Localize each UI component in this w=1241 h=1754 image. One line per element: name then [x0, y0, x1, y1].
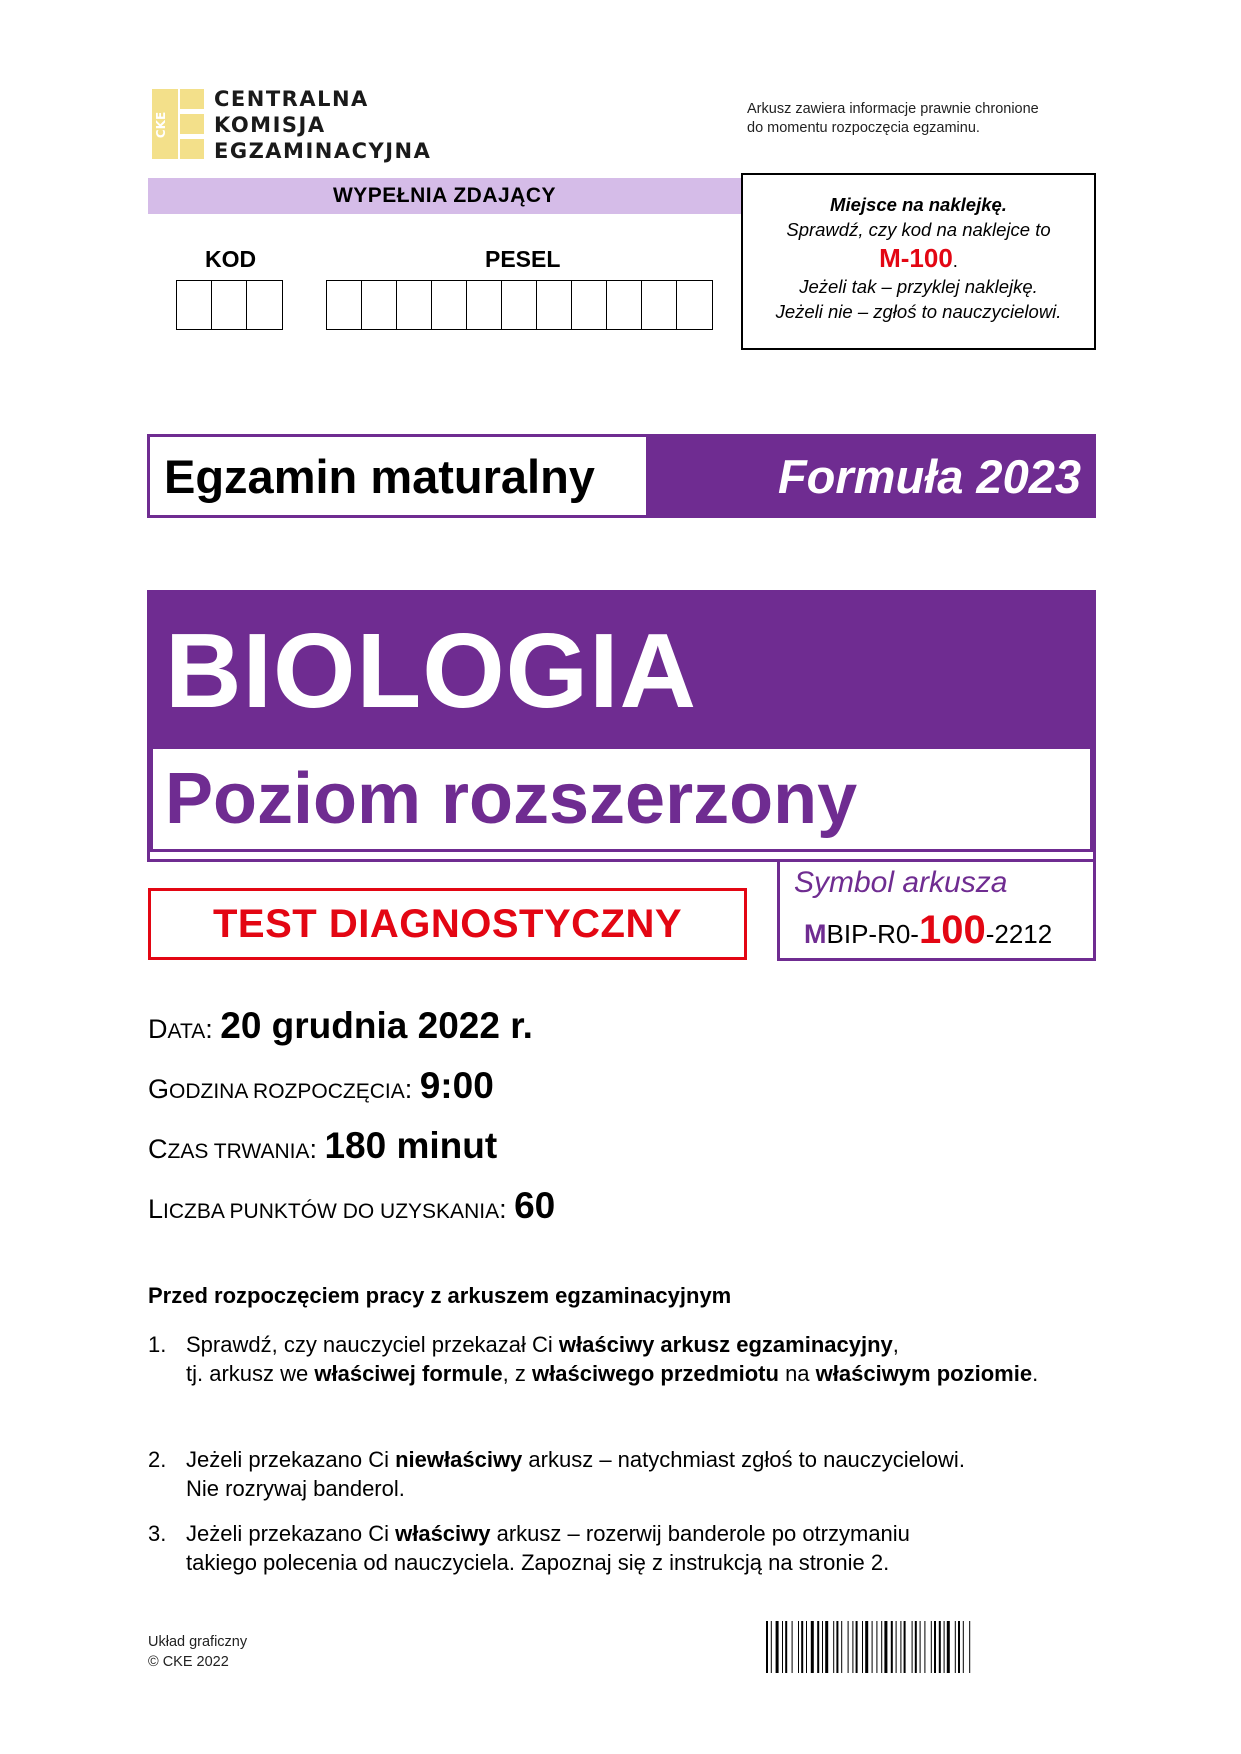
- sticker-check-text: Sprawdź, czy kod na naklejce to: [786, 219, 1051, 240]
- points-sep: :: [499, 1194, 515, 1224]
- barcode-bar: [931, 1621, 932, 1673]
- points-value: 60: [514, 1185, 556, 1226]
- sticker-code: M-100: [879, 243, 953, 273]
- exam-title-box: [150, 437, 649, 515]
- barcode-bar: [771, 1621, 772, 1673]
- barcode-bar: [833, 1621, 834, 1673]
- barcode-bar: [798, 1621, 799, 1673]
- instruction-text: tj. arkusz we: [186, 1361, 315, 1386]
- barcode-bar: [825, 1621, 828, 1673]
- sticker-code-suffix: .: [952, 250, 958, 271]
- barcode-bar: [872, 1621, 873, 1673]
- barcode-bar: [955, 1621, 956, 1673]
- logo-line-3: EGZAMINACYJNA: [214, 139, 432, 163]
- barcode-bar: [776, 1621, 779, 1673]
- pesel-cell[interactable]: [432, 281, 467, 329]
- pesel-cell[interactable]: [362, 281, 397, 329]
- fill-section-label: WYPEŁNIA ZDAJĄCY: [332, 184, 557, 207]
- logo-line-1: CENTRALNA: [214, 87, 369, 111]
- barcode-bar: [939, 1621, 941, 1673]
- barcode-bar: [881, 1621, 882, 1673]
- cke-logo-icon: [152, 89, 204, 159]
- duration-key: ZAS TRWANIA: [167, 1140, 310, 1163]
- barcode-bar: [848, 1621, 849, 1673]
- subject-name: BIOLOGIA: [165, 612, 698, 730]
- logo-line-2: KOMISJA: [214, 113, 326, 137]
- barcode-icon: [766, 1621, 1084, 1673]
- sheet-symbol-box: [777, 860, 1096, 961]
- instruction-number: 3.: [148, 1521, 167, 1546]
- start-time-sep: :: [404, 1074, 420, 1104]
- kod-label: KOD: [205, 246, 257, 272]
- exam-date: [148, 1005, 533, 1047]
- barcode-bar: [969, 1621, 970, 1673]
- barcode-bar: [920, 1621, 921, 1673]
- instruction-emphasis: właściwej formule: [314, 1361, 503, 1386]
- instruction-text: Jeżeli przekazano Ci: [186, 1521, 396, 1546]
- exam-header-bar: [147, 434, 1096, 518]
- instruction-text: .: [1032, 1361, 1039, 1386]
- logo-icon-letters: CKE: [154, 111, 168, 139]
- barcode-bar: [924, 1621, 925, 1673]
- pesel-cell[interactable]: [642, 281, 677, 329]
- instruction-text: na: [778, 1361, 816, 1386]
- exam-date-key: ATA: [167, 1020, 206, 1043]
- formula-box: [649, 437, 1093, 515]
- barcode-bar: [944, 1621, 945, 1673]
- legal-notice-line-2: do momentu rozpoczęcia egzaminu.: [747, 120, 980, 136]
- barcode-bar: [904, 1621, 906, 1673]
- legal-notice-line-1: Arkusz zawiera informacje prawnie chronione: [747, 101, 1039, 117]
- instruction-item: [148, 1519, 1088, 1577]
- exam-date-sep: :: [205, 1014, 221, 1044]
- barcode-bar: [912, 1621, 913, 1673]
- barcode-bar: [841, 1621, 842, 1673]
- instructions-heading: Przed rozpoczęciem pracy z arkuszem egzaminacyjnym: [148, 1283, 732, 1308]
- exam-start-time: [148, 1065, 494, 1107]
- symbol-prefix-m: M: [804, 919, 827, 949]
- instruction-item: [148, 1445, 1088, 1503]
- start-time-value: 9:00: [419, 1065, 494, 1106]
- pesel-cell[interactable]: [467, 281, 502, 329]
- barcode-bar: [934, 1621, 936, 1673]
- barcode-bar: [856, 1621, 858, 1673]
- footer-layout-note: Układ graficzny: [148, 1634, 248, 1650]
- instruction-number: 1.: [148, 1332, 167, 1357]
- barcode-bar: [766, 1621, 768, 1673]
- barcode-bar: [876, 1621, 877, 1673]
- duration-sep: :: [309, 1134, 325, 1164]
- sticker-title: Miejsce na naklejkę.: [830, 194, 1007, 215]
- footer-credits: [148, 1632, 247, 1672]
- exam-title: Egzamin maturalny: [164, 449, 595, 503]
- points-key: ICZBA PUNKTÓW DO UZYSKANIA: [163, 1200, 500, 1223]
- sheet-symbol-title: Symbol arkusza: [794, 866, 1008, 899]
- kod-cell[interactable]: [212, 281, 247, 329]
- barcode-bar: [792, 1621, 793, 1673]
- duration-value: 180 minut: [324, 1125, 498, 1166]
- symbol-suffix: -2212: [985, 919, 1053, 949]
- pesel-label: PESEL: [485, 246, 561, 272]
- barcode-bar: [852, 1621, 853, 1673]
- exam-points: [148, 1185, 555, 1227]
- start-time-key-initial: G: [148, 1074, 170, 1104]
- pesel-cell[interactable]: [502, 281, 537, 329]
- level-box: [150, 746, 1093, 852]
- legal-notice: [747, 100, 1039, 138]
- instruction-item: [148, 1330, 1088, 1388]
- barcode-bar: [782, 1621, 783, 1673]
- instruction-text: Jeżeli przekazano Ci: [186, 1447, 396, 1472]
- barcode-bar: [947, 1621, 950, 1673]
- symbol-prefix-rest: BIP-R0-: [826, 919, 919, 949]
- points-key-initial: L: [148, 1194, 164, 1224]
- instruction-text: arkusz – rozerwij banderole po otrzymaniu: [490, 1521, 910, 1546]
- barcode-bar: [785, 1621, 787, 1673]
- subject-level: Poziom rozszerzony: [165, 759, 858, 839]
- barcode-bar: [865, 1621, 868, 1673]
- barcode-bar: [822, 1621, 823, 1673]
- barcode-bar: [900, 1621, 901, 1673]
- symbol-number: 100: [918, 908, 986, 952]
- sticker-yes-text: Jeżeli tak – przyklej naklejkę.: [799, 276, 1038, 297]
- barcode-bar: [806, 1621, 807, 1673]
- pesel-cell[interactable]: [677, 281, 712, 329]
- instruction-emphasis: właściwy arkusz egzaminacyjny: [558, 1332, 893, 1357]
- exam-date-value: 20 grudnia 2022 r.: [220, 1005, 533, 1046]
- logo-text: [214, 86, 431, 164]
- subject-block: [147, 590, 1096, 862]
- subject-name-band: [150, 593, 1093, 749]
- pesel-cell[interactable]: [397, 281, 432, 329]
- barcode-bar: [817, 1621, 819, 1673]
- instruction-emphasis: właściwym poziomie: [815, 1361, 1033, 1386]
- barcode-bar: [862, 1621, 863, 1673]
- barcode-bar: [963, 1621, 964, 1673]
- instruction-text: takiego polecenia od nauczyciela. Zapoznaj się z instrukcją na stronie 2.: [186, 1550, 890, 1575]
- instruction-text: ,: [892, 1332, 899, 1357]
- instruction-text: , z: [502, 1361, 533, 1386]
- pesel-cell[interactable]: [327, 281, 362, 329]
- sticker-box: [741, 173, 1096, 350]
- barcode-bar: [801, 1621, 803, 1673]
- test-diagnostic-label: TEST DIAGNOSTYCZNY: [212, 901, 683, 946]
- instruction-text: Nie rozrywaj banderol.: [186, 1476, 405, 1501]
- pesel-cell[interactable]: [537, 281, 572, 329]
- barcode-bar: [884, 1621, 887, 1673]
- barcode-bar: [891, 1621, 893, 1673]
- barcode-bar: [811, 1621, 814, 1673]
- pesel-field[interactable]: [326, 280, 713, 330]
- sticker-no-text: Jeżeli nie – zgłoś to nauczycielowi.: [775, 301, 1062, 322]
- duration-key-initial: C: [148, 1134, 168, 1164]
- barcode-bar: [958, 1621, 960, 1673]
- test-diagnostic-box: [148, 888, 747, 960]
- kod-field[interactable]: [176, 280, 283, 330]
- instruction-text: arkusz – natychmiast zgłoś to nauczycielowi.: [522, 1447, 965, 1472]
- instruction-emphasis: właściwego przedmiotu: [532, 1361, 779, 1386]
- barcode-bar: [896, 1621, 897, 1673]
- pesel-cell[interactable]: [572, 281, 607, 329]
- instruction-text: Sprawdź, czy nauczyciel przekazał Ci: [186, 1332, 559, 1357]
- instruction-emphasis: właściwy: [395, 1521, 491, 1546]
- fill-section-band: [148, 178, 741, 214]
- instruction-emphasis: niewłaściwy: [395, 1447, 523, 1472]
- footer-copyright: © CKE 2022: [148, 1654, 229, 1670]
- start-time-key: ODZINA ROZPOCZĘCIA: [169, 1080, 405, 1103]
- kod-cell[interactable]: [177, 281, 212, 329]
- instruction-number: 2.: [148, 1447, 167, 1472]
- sheet-symbol-code: [804, 908, 1052, 953]
- barcode-bar: [915, 1621, 917, 1673]
- pesel-cell[interactable]: [607, 281, 642, 329]
- barcode-bar: [836, 1621, 838, 1673]
- exam-duration: [148, 1125, 497, 1167]
- kod-cell[interactable]: [247, 281, 282, 329]
- exam-formula: Formuła 2023: [777, 449, 1081, 503]
- exam-date-key-initial: D: [148, 1014, 168, 1044]
